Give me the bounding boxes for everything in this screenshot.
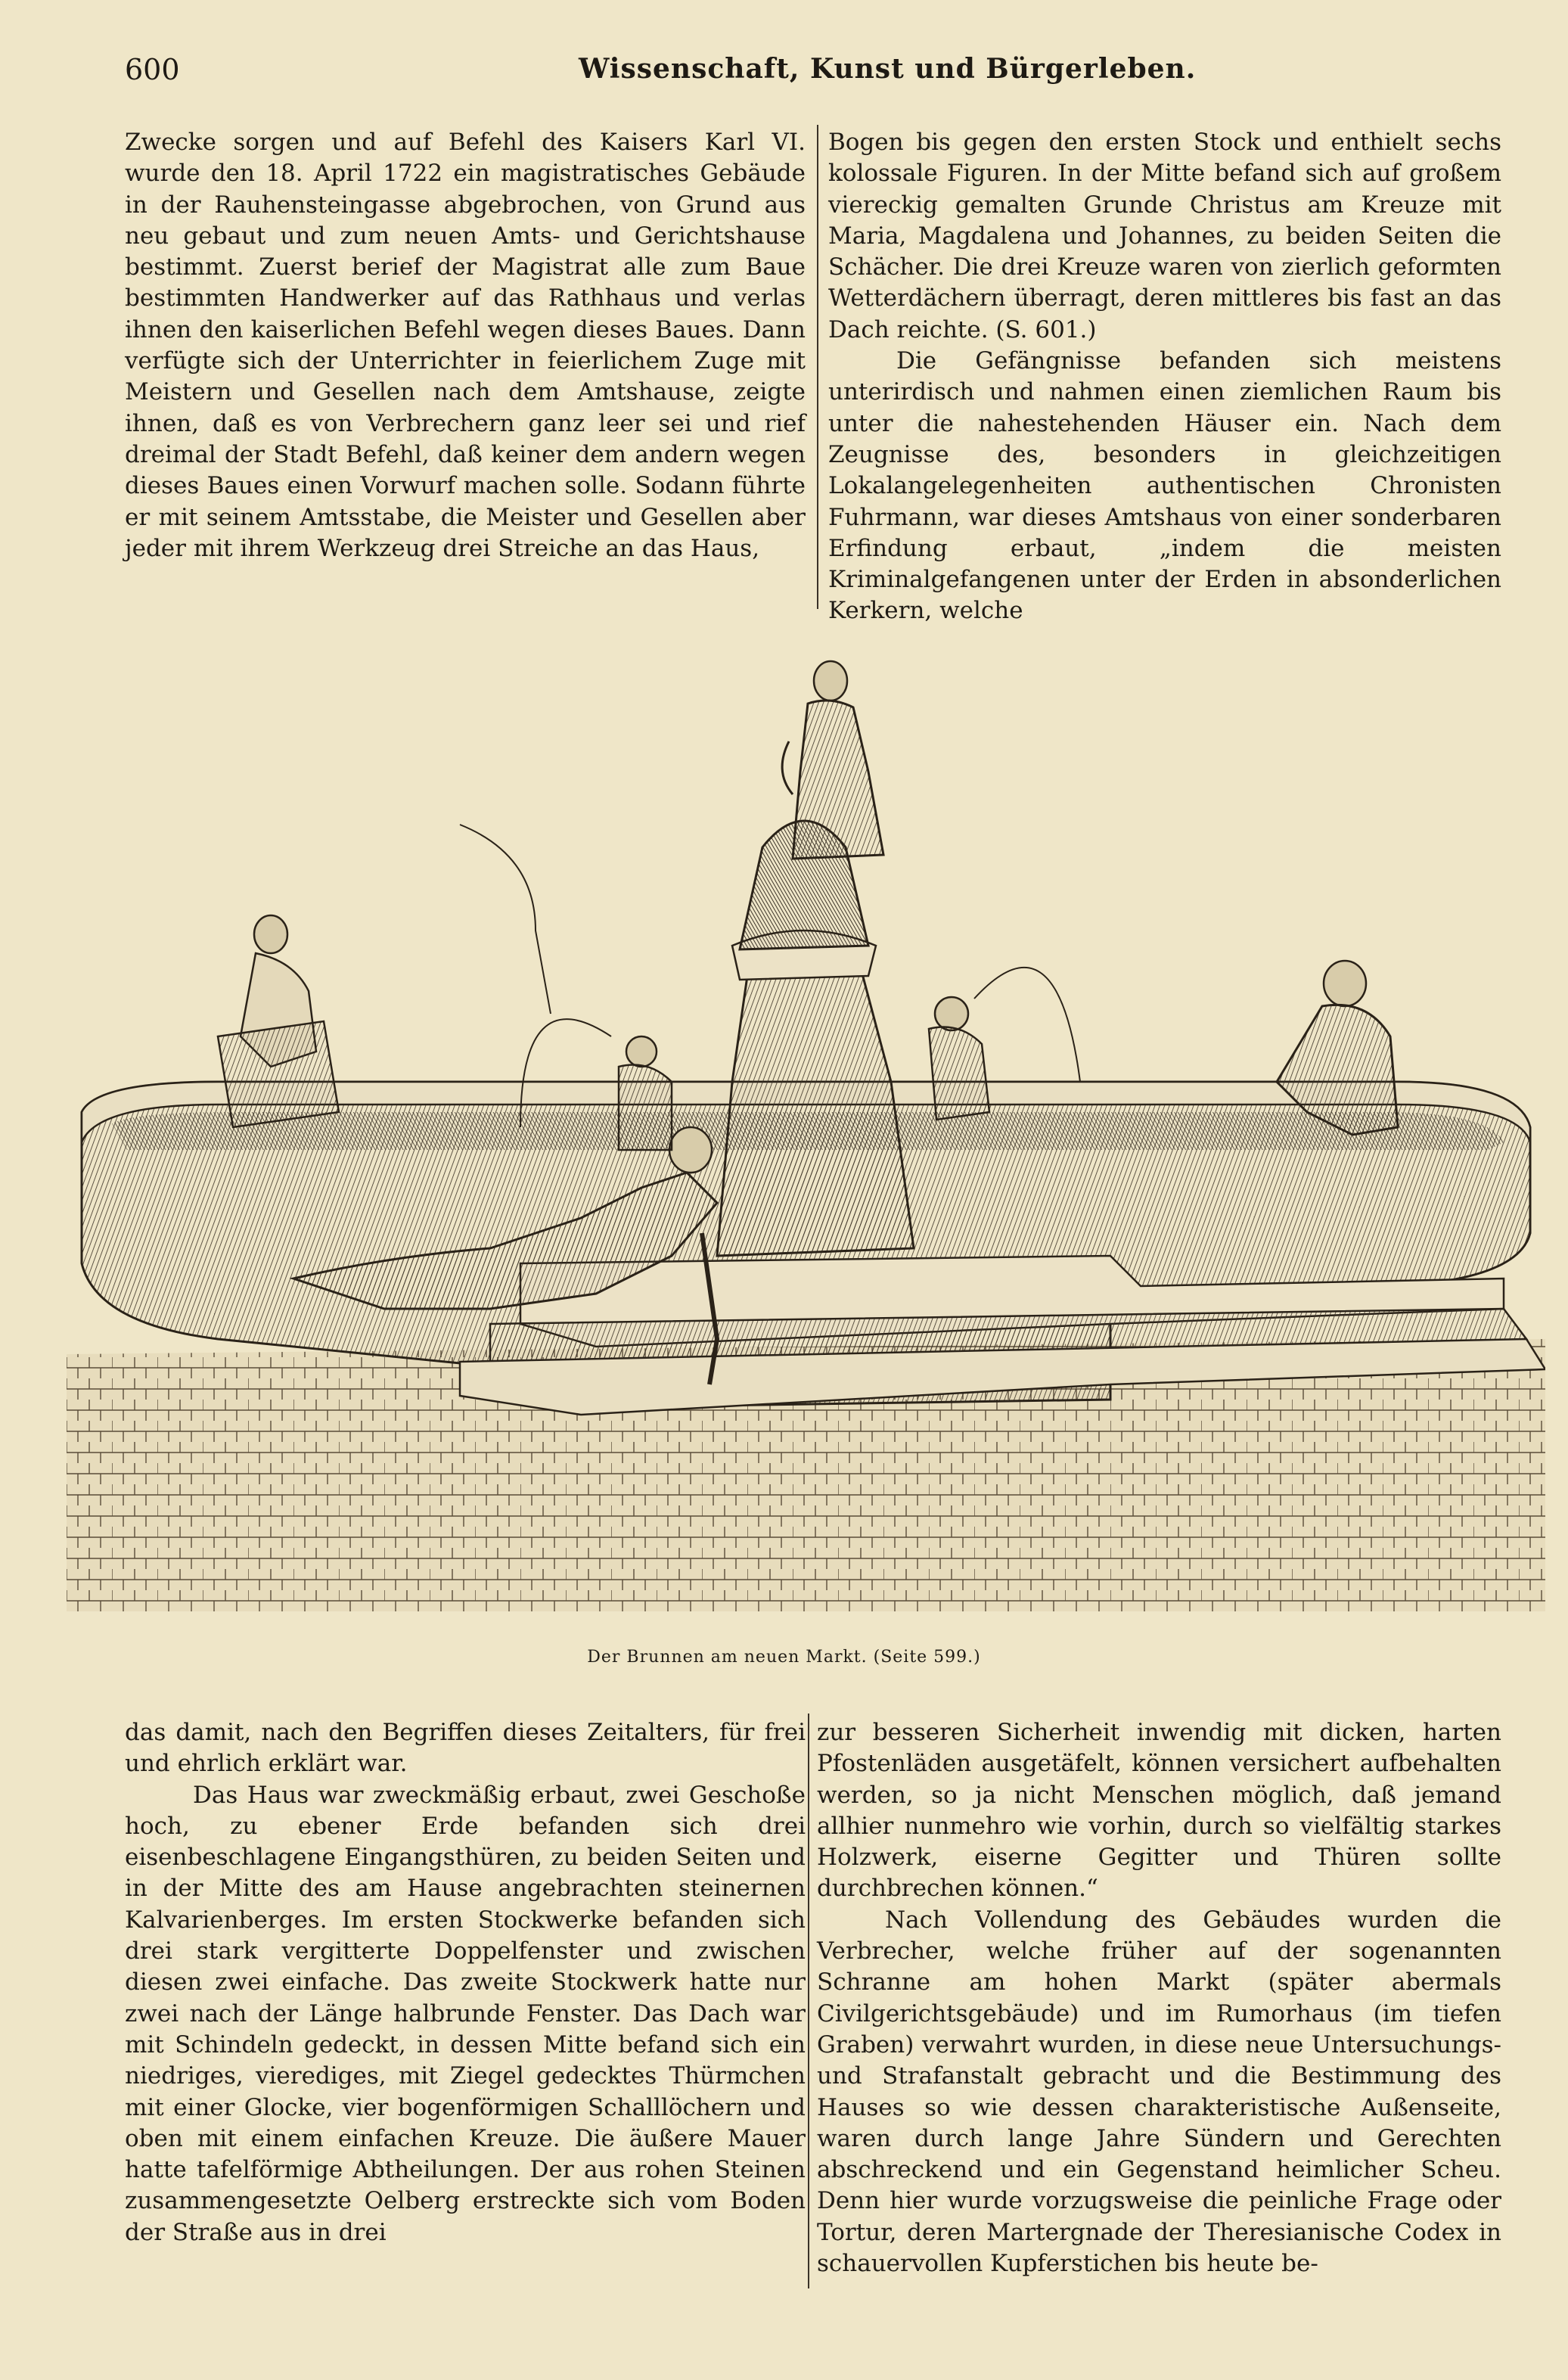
- paragraph: Bogen bis gegen den ersten Stock und enthielt sechs kolossale Figuren. In der Mitte befand sich auf großem viereckig gemalten Grunde Christus am Kreuze mit Maria, Magdalena und Johannes, zu beiden Seiten die Schächer. Die drei Kreuze waren von zierlich geformten Wetterdächern überragt, deren mittleres bis fast an das Dach reichte. (S. 601.): [828, 129, 1501, 343]
- text-column-top-right: [828, 127, 1501, 627]
- paragraph: zur besseren Sicherheit inwendig mit dicken, harten Pfostenläden ausgetäfelt, können versichert aufbehalten werden, so ja nicht Menschen möglich, daß jemand allhier nunmehro wie vorhin, durch so vielfältig starkes Holzwerk, eiserne Gegitter und Thüren sollte durchbrechen können.“: [817, 1719, 1501, 1903]
- paragraph: Das Haus war zweckmäßig erbaut, zwei Geschoße hoch, zu ebener Erde befanden sich drei eisenbeschlagene Eingangsthüren, zu beiden Seiten und in der Mitte des am Hause angebrachten steinernen Kalvarienberges. Im ersten Stockwerke befanden sich drei stark vergitterte Doppelfenster und zwischen diesen zwei einfache. Das zweite Stockwerk hatte nur zwei nach der Länge halbrunde Fenster. Das Dach war mit Schindeln gedeckt, in dessen Mitte befand sich ein niedriges, vierediges, mit Ziegel gedecktes Thürmchen mit einer Glocke, vier bogenförmigen Schalllöchern und oben mit einem einfachen Kreuze. Die äußere Mauer hatte tafelförmige Abtheilungen. Der aus rohen Steinen zusammengesetzte Oelberg erstreckte sich vom Boden der Straße aus in drei: [125, 1781, 806, 2246]
- text-column-top-left: [125, 127, 806, 564]
- column-divider-top: [817, 125, 818, 609]
- paragraph: Die Gefängnisse befanden sich meistens unterirdisch und nahmen einen ziemlichen Raum bis unter die nahestehenden Häuser ein. Nach dem Zeugnisse des, besonders in gleichzeitigen Lokalangelegenheiten authentischen Chronisten Fuhrmann, war dieses Amtshaus von einer sonderbaren Erfindung erbaut, „indem die meisten Kriminalgefangenen unter der Erden in absonderlichen Kerkern, welche: [828, 347, 1501, 625]
- running-head: [125, 53, 1507, 91]
- running-title: Wissenschaft, Kunst und Bürgerleben.: [579, 53, 1197, 85]
- paragraph: Zwecke sorgen und auf Befehl des Kaisers Karl VI. wurde den 18. April 1722 ein magistratisches Gebäude in der Rauhensteingasse abgebrochen, von Grund aus neu gebaut und zum neuen Amts- und Gerichtshause bestimmt. Zuerst berief der Magistrat alle zum Baue bestimmten Handwerker auf das Rathhaus und verlas ihnen den kaiserlichen Befehl wegen dieses Baues. Dann verfügte sich der Unterrichter in feierlichem Zuge mit Meistern und Gesellen nach dem Amtshause, zeigte ihnen, daß es von Verbrechern ganz leer sei und rief dreimal der Stadt Befehl, daß keiner dem andern wegen dieses Baues einen Vorwurf machen solle. Sodann führte er mit seinem Amtsstabe, die Meister und Gesellen aber jeder mit ihrem Werkzeug drei Streiche an das Haus,: [125, 129, 806, 562]
- illustration-caption: Der Brunnen am neuen Markt. (Seite 599.): [587, 1648, 981, 1667]
- text-column-bottom-left: [125, 1717, 806, 2248]
- page-number: 600: [125, 53, 180, 86]
- paragraph: das damit, nach den Begriffen dieses Zeitalters, für frei und ehrlich erklärt war.: [125, 1719, 806, 1778]
- column-divider-bottom: [808, 1714, 809, 2288]
- paragraph: Nach Vollendung des Gebäudes wurden die Verbrecher, welche früher auf der sogenannten Schranne am hohen Markt (später abermals Civilgerichtsgebäude) und im Rumorhaus (im tiefen Graben) verwahrt wurden, in diese neue Untersuchungs- und Strafanstalt gebracht und die Bestimmung des Hauses so wie dessen charakteristische Außenseite, waren durch lange Jahre Sündern und Gerechten abschreckend und ein Gegenstand heimlicher Scheu. Denn hier wurde vorzugsweise die peinliche Frage oder Tortur, deren Martergnade der Theresianische Codex in schauervollen Kupferstichen bis heute be-: [817, 1906, 1501, 2278]
- fountain-engraving: [67, 658, 1545, 1619]
- text-column-bottom-right: [817, 1717, 1501, 2279]
